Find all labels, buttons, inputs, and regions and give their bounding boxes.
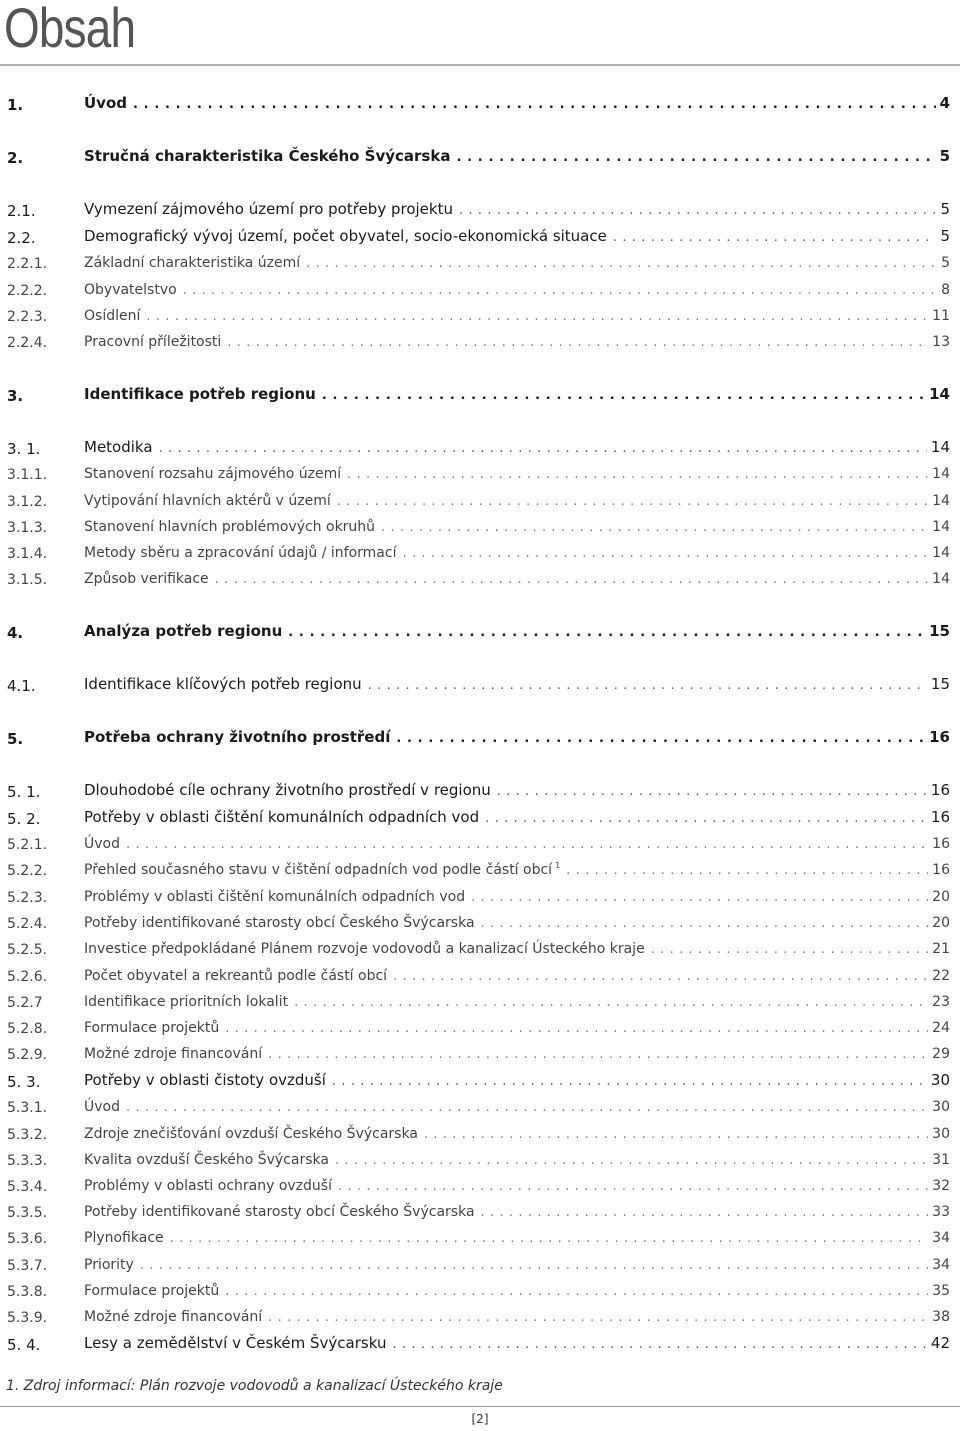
toc-entry[interactable]	[0, 1249, 960, 1275]
toc-entry-title-text: Stanovení rozsahu zájmového území	[84, 466, 342, 482]
toc-entry-page: 15	[929, 622, 950, 640]
toc-entry-number: 5.3.6.	[7, 1231, 48, 1247]
toc-entry-line	[84, 1282, 950, 1301]
toc-entry[interactable]	[0, 1328, 960, 1354]
footer-divider	[0, 1406, 960, 1407]
toc-entry-title	[84, 254, 306, 272]
toc-entry-title	[84, 281, 183, 299]
toc-entry-number: 5.3.7.	[7, 1258, 48, 1274]
dot-leader	[392, 1336, 926, 1354]
toc-entry-title	[84, 333, 227, 351]
toc-entry-title	[84, 1308, 268, 1326]
toc-entry-line	[84, 967, 950, 986]
toc-entry-title	[84, 200, 459, 218]
toc-entry-title	[84, 147, 456, 165]
toc-entry-page: 24	[932, 1020, 950, 1036]
toc-entry-line	[84, 808, 950, 828]
toc-entry-number: 3.	[7, 387, 24, 405]
toc-entry-title-text: Investice předpokládané Plánem rozvoje vodovodů a kanalizací Ústeckého kraje	[84, 941, 645, 957]
toc-entry-line	[84, 1177, 950, 1196]
dot-leader	[381, 519, 928, 537]
toc-entry-number: 5.2.5.	[7, 942, 48, 958]
toc-entry-title-text: Způsob verifikace	[84, 571, 209, 587]
toc-entry-number: 5.3.3.	[7, 1153, 48, 1169]
toc-entry-number: 2.2.	[7, 229, 36, 247]
toc-entry[interactable]	[0, 247, 960, 273]
toc-entry[interactable]	[0, 1222, 960, 1248]
toc-entry-title	[84, 728, 396, 746]
toc-entry-title	[84, 1045, 268, 1063]
toc-entry-number: 5.2.1.	[7, 837, 48, 853]
toc-entry-page: 4	[939, 94, 950, 112]
toc-entry-title	[84, 94, 133, 112]
toc-entry-line	[84, 1203, 950, 1222]
toc-entry-page: 31	[932, 1152, 950, 1168]
toc-entry-number: 5.2.7	[7, 995, 43, 1011]
toc-entry-title	[84, 1256, 140, 1274]
toc-entry[interactable]	[0, 669, 960, 695]
toc-entry-page: 5	[940, 200, 950, 218]
toc-entry-number: 5.2.2.	[7, 863, 48, 879]
toc-entry[interactable]	[0, 141, 960, 167]
dot-leader	[133, 96, 936, 114]
toc-entry-line	[84, 465, 950, 484]
toc-entry-number: 5. 3.	[7, 1073, 41, 1091]
toc-entry-title-text: Potřeby v oblasti čištění komunálních odpadních vod	[84, 808, 480, 826]
page-title: Obsah	[4, 0, 136, 59]
toc-entry-page: 14	[930, 438, 950, 456]
toc-entry-title	[84, 1282, 225, 1300]
dot-leader	[497, 783, 927, 801]
toc-entry[interactable]	[0, 616, 960, 642]
toc-entry[interactable]	[0, 1118, 960, 1144]
toc-entry[interactable]	[0, 1038, 960, 1064]
toc-entry-line	[84, 1071, 950, 1091]
dot-leader	[306, 255, 937, 273]
toc-entry[interactable]	[0, 537, 960, 563]
toc-entry-title	[84, 1334, 392, 1352]
dot-leader	[393, 968, 928, 986]
toc-entry-title-text: Potřeby v oblasti čistoty ovzduší	[84, 1071, 326, 1089]
toc-entry-line	[84, 835, 950, 854]
toc-entry-line	[84, 1019, 950, 1038]
dot-leader	[268, 1309, 928, 1327]
toc-entry-page: 14	[932, 545, 950, 561]
toc-entry-page: 16	[930, 808, 950, 826]
toc-entry-page: 35	[932, 1283, 950, 1299]
toc-entry-page: 30	[932, 1099, 950, 1115]
dot-leader	[459, 202, 936, 220]
toc-entry-page: 33	[932, 1204, 950, 1220]
toc-entry-page: 14	[932, 493, 950, 509]
toc-entry-title-text: Formulace projektů	[84, 1020, 220, 1036]
page-number: [2]	[471, 1412, 489, 1426]
toc-entry[interactable]	[0, 1196, 960, 1222]
toc-entry-page: 29	[932, 1046, 950, 1062]
toc-entry[interactable]	[0, 802, 960, 828]
dot-leader	[471, 889, 928, 907]
toc-entry-line	[84, 570, 950, 589]
toc-entry-page: 42	[930, 1334, 950, 1352]
toc-entry[interactable]	[0, 960, 960, 986]
toc-entry-page: 34	[932, 1230, 950, 1246]
toc-entry-title	[84, 1071, 332, 1089]
toc-entry-title	[84, 307, 146, 325]
toc-entry-number: 2.1.	[7, 202, 36, 220]
toc-entry-title	[84, 518, 381, 536]
toc-entry-number: 5.2.6.	[7, 969, 48, 985]
toc-entry-title	[84, 1019, 225, 1037]
toc-entry-page: 14	[929, 385, 950, 403]
toc-entry[interactable]	[0, 194, 960, 220]
toc-entry-line	[84, 227, 950, 247]
toc-entry-line	[84, 888, 950, 907]
toc-entry[interactable]	[0, 1301, 960, 1327]
toc-entry-line	[84, 1308, 950, 1327]
toc-entry-page: 14	[932, 519, 950, 535]
toc-entry-title	[84, 967, 393, 985]
toc-entry-line	[84, 1151, 950, 1170]
toc-entry[interactable]	[0, 933, 960, 959]
toc-entry-title-text: Problémy v oblasti ochrany ovzduší	[84, 1178, 332, 1194]
toc-entry[interactable]	[0, 854, 960, 880]
toc-entry-number: 3.1.4.	[7, 546, 48, 562]
toc-entry-title-text: Metody sběru a zpracování údajů / informací	[84, 545, 397, 561]
toc-entry-page: 21	[932, 941, 950, 957]
toc-entry-line	[84, 200, 950, 220]
toc-entry-page: 16	[932, 836, 950, 852]
toc-entry-line	[84, 675, 950, 695]
toc-entry[interactable]	[0, 274, 960, 300]
toc-entry-line	[84, 492, 950, 511]
toc-entry[interactable]	[0, 379, 960, 405]
toc-entry-title	[84, 675, 368, 693]
toc-entry-title-text: Plynofikace	[84, 1230, 164, 1246]
toc-entry-line	[84, 333, 950, 352]
dot-leader	[347, 466, 928, 484]
toc-entry-line	[84, 385, 950, 405]
toc-entry[interactable]	[0, 828, 960, 854]
toc-entry-number: 5.3.5.	[7, 1205, 48, 1221]
toc-entry-title-text: Vymezení zájmového území pro potřeby projektu	[84, 200, 453, 218]
toc-entry-title	[84, 1203, 481, 1221]
dot-leader	[456, 149, 935, 167]
toc-entry-number: 5. 4.	[7, 1336, 41, 1354]
toc-entry-page: 32	[932, 1178, 950, 1194]
toc-entry-title	[84, 808, 485, 826]
dot-leader	[170, 1230, 929, 1248]
dot-leader	[146, 308, 928, 326]
toc-entry-title-text: Stanovení hlavních problémových okruhů	[84, 519, 376, 535]
toc-entry-title	[84, 835, 126, 853]
footnote-reference: 1	[555, 861, 561, 870]
toc-entry[interactable]	[0, 1065, 960, 1091]
toc-entry-number: 5.3.9.	[7, 1310, 48, 1326]
toc-entry-title-text: Obyvatelstvo	[84, 282, 177, 298]
toc-entry-title-text: Identifikace klíčových potřeb regionu	[84, 675, 362, 693]
toc-entry[interactable]	[0, 221, 960, 247]
toc-entry-title	[84, 1177, 338, 1195]
toc-entry-title	[84, 940, 651, 958]
toc-entry[interactable]	[0, 432, 960, 458]
toc-entry-page: 14	[932, 466, 950, 482]
toc-entry-page: 11	[932, 308, 950, 324]
toc-entry-title	[84, 1229, 170, 1247]
toc-entry-title	[84, 622, 288, 640]
dot-leader	[402, 545, 928, 563]
dot-leader	[322, 387, 925, 405]
toc-entry-line	[84, 1125, 950, 1144]
toc-entry-number: 5.2.9.	[7, 1047, 48, 1063]
dot-leader	[126, 836, 928, 854]
toc-entry[interactable]	[0, 1170, 960, 1196]
toc-entry-page: 15	[930, 675, 950, 693]
dot-leader	[485, 810, 927, 828]
toc-entry-page: 23	[932, 994, 950, 1010]
toc-entry-title-text: Lesy a zemědělství v Českém Švýcarsku	[84, 1334, 387, 1352]
dot-leader	[126, 1099, 928, 1117]
toc-entry-page: 8	[941, 282, 950, 298]
toc-entry-number: 2.	[7, 149, 24, 167]
toc-entry-title	[84, 438, 159, 456]
dot-leader	[225, 1283, 928, 1301]
toc-entry-page: 5	[940, 227, 950, 245]
toc-entry[interactable]	[0, 986, 960, 1012]
toc-entry-line	[84, 1229, 950, 1248]
toc-entry-line	[84, 438, 950, 458]
dot-leader	[288, 624, 925, 642]
toc-entry-number: 3.1.3.	[7, 520, 48, 536]
toc-entry-number: 5.3.2.	[7, 1127, 48, 1143]
toc-entry-title	[84, 781, 497, 799]
toc-entry[interactable]	[0, 88, 960, 114]
toc-entry-title-text: Stručná charakteristika Českého Švýcarska	[84, 147, 451, 165]
toc-entry-line	[84, 914, 950, 933]
toc-entry-title-text: Kvalita ovzduší Českého Švýcarska	[84, 1152, 329, 1168]
toc-entry-number: 5. 1.	[7, 783, 41, 801]
toc-entry-line	[84, 1098, 950, 1117]
dot-leader	[227, 334, 928, 352]
dot-leader	[651, 941, 928, 959]
toc-entry-title	[84, 888, 471, 906]
toc-entry-line	[84, 940, 950, 959]
toc-entry-line	[84, 147, 950, 167]
toc-entry-page: 30	[932, 1126, 950, 1142]
toc-entry-line	[84, 1256, 950, 1275]
dot-leader	[215, 571, 929, 589]
toc-entry-title-text: Formulace projektů	[84, 1283, 220, 1299]
toc-entry-line	[84, 728, 950, 748]
toc-entry-number: 3.1.2.	[7, 494, 48, 510]
toc-entry-number: 5. 2.	[7, 810, 41, 828]
dot-leader	[225, 1020, 928, 1038]
toc-entry[interactable]	[0, 1012, 960, 1038]
toc-entry-title	[84, 570, 215, 588]
toc-entry-title	[84, 857, 566, 879]
toc-entry-line	[84, 307, 950, 326]
toc-entry-number: 2.2.2.	[7, 283, 48, 299]
toc-entry-number: 5.2.3.	[7, 890, 48, 906]
toc-entry-title-text: Počet obyvatel a rekreantů podle částí obcí	[84, 968, 388, 984]
toc-entry-title-text: Přehled současného stavu v čištění odpadních vod podle částí obcí	[84, 862, 553, 878]
toc-entry-number: 5.3.8.	[7, 1284, 48, 1300]
toc-entry[interactable]	[0, 1144, 960, 1170]
toc-entry-title-text: Identifikace prioritních lokalit	[84, 994, 289, 1010]
toc-entry-title	[84, 1151, 335, 1169]
toc-entry-title-text: Osídlení	[84, 308, 141, 324]
toc-entry-number: 5.3.4.	[7, 1179, 48, 1195]
dot-leader	[613, 229, 937, 247]
toc-entry-number: 2.2.1.	[7, 256, 48, 272]
toc-entry-title	[84, 914, 481, 932]
toc-entry-title-text: Analýza potřeb regionu	[84, 622, 283, 640]
toc-entry[interactable]	[0, 722, 960, 748]
toc-entry-page: 38	[932, 1309, 950, 1325]
toc-entry-line	[84, 544, 950, 563]
toc-entry-title-text: Identifikace potřeb regionu	[84, 385, 316, 403]
toc-entry-page: 22	[932, 968, 950, 984]
toc-entry-title-text: Možné zdroje financování	[84, 1046, 263, 1062]
toc-entry-line	[84, 281, 950, 300]
toc-entry-page: 16	[929, 728, 950, 746]
dot-leader	[424, 1126, 928, 1144]
toc-entry-page: 16	[932, 862, 950, 878]
toc-entry[interactable]	[0, 485, 960, 511]
toc-entry-title	[84, 993, 294, 1011]
toc-entry-title-text: Vytipování hlavních aktérů v území	[84, 493, 331, 509]
toc-entry-title-text: Základní charakteristika území	[84, 255, 301, 271]
toc-entry-title-text: Potřeby identifikované starosty obcí Českého Švýcarska	[84, 915, 475, 931]
dot-leader	[337, 493, 928, 511]
toc-entry-line	[84, 254, 950, 273]
toc-entry-title	[84, 492, 337, 510]
toc-entry[interactable]	[0, 1275, 960, 1301]
dot-leader	[294, 994, 928, 1012]
toc-entry-title-text: Úvod	[84, 836, 120, 852]
toc-entry-page: 16	[930, 781, 950, 799]
toc-entry-title	[84, 544, 402, 562]
footnote: 1. Zdroj informací: Plán rozvoje vodovodů a kanalizací Ústeckého kraje	[6, 1378, 503, 1394]
dot-leader	[183, 282, 937, 300]
title-divider	[0, 64, 960, 66]
toc-entry-line	[84, 857, 950, 880]
toc-entry-number: 4.1.	[7, 677, 36, 695]
dot-leader	[335, 1152, 928, 1170]
dot-leader	[368, 677, 927, 695]
toc-entry[interactable]	[0, 563, 960, 589]
dot-leader	[396, 730, 925, 748]
toc-entry-title-text: Potřeba ochrany životního prostředí	[84, 728, 391, 746]
toc-entry-page: 5	[939, 147, 950, 165]
toc-entry[interactable]	[0, 511, 960, 537]
toc-entry-number: 3.1.1.	[7, 467, 48, 483]
toc-entry-title-text: Metodika	[84, 438, 153, 456]
toc-entry-number: 5.3.1.	[7, 1100, 48, 1116]
dot-leader	[481, 915, 929, 933]
toc-entry-title	[84, 385, 322, 403]
dot-leader	[268, 1046, 928, 1064]
toc-entry-title-text: Demografický vývoj území, počet obyvatel, socio-ekonomická situace	[84, 227, 607, 245]
toc-entry[interactable]	[0, 1091, 960, 1117]
toc-entry-line	[84, 518, 950, 537]
toc-entry-number: 2.2.3.	[7, 309, 48, 325]
toc-entry-title-text: Priority	[84, 1257, 134, 1273]
toc-entry-number: 1.	[7, 96, 24, 114]
dot-leader	[481, 1204, 929, 1222]
toc-entry-title	[84, 465, 347, 483]
toc-entry-title-text: Dlouhodobé cíle ochrany životního prostředí v regionu	[84, 781, 491, 799]
toc-entry-line	[84, 781, 950, 801]
toc-entry[interactable]	[0, 300, 960, 326]
toc-entry-number: 3.1.5.	[7, 572, 48, 588]
dot-leader	[566, 862, 928, 880]
toc-entry-number: 4.	[7, 624, 24, 642]
toc-entry-title	[84, 227, 613, 245]
toc-entry-title	[84, 1098, 126, 1116]
toc-entry[interactable]	[0, 458, 960, 484]
toc-entry-line	[84, 1045, 950, 1064]
toc-entry-page: 20	[932, 915, 950, 931]
toc-entry[interactable]	[0, 775, 960, 801]
dot-leader	[332, 1073, 927, 1091]
toc-entry-page: 13	[932, 334, 950, 350]
toc-entry-line	[84, 94, 950, 114]
toc-entry-number: 5.2.4.	[7, 916, 48, 932]
toc-entry-number: 2.2.4.	[7, 335, 48, 351]
toc-entry[interactable]	[0, 881, 960, 907]
toc-entry-page: 20	[932, 889, 950, 905]
toc-entry-line	[84, 622, 950, 642]
dot-leader	[159, 440, 927, 458]
toc-entry-page: 5	[941, 255, 950, 271]
toc-entry[interactable]	[0, 907, 960, 933]
toc-entry-title	[84, 1125, 424, 1143]
toc-entry-number: 5.	[7, 730, 24, 748]
toc-entry-title-text: Problémy v oblasti čištění komunálních odpadních vod	[84, 889, 466, 905]
toc-entry-number: 3. 1.	[7, 440, 41, 458]
toc-entry-page: 14	[932, 571, 950, 587]
toc-entry-page: 30	[930, 1071, 950, 1089]
toc-entry-line	[84, 1334, 950, 1354]
toc-entry-title-text: Úvod	[84, 1099, 120, 1115]
toc-entry-line	[84, 993, 950, 1012]
toc-entry-title-text: Zdroje znečišťování ovzduší Českého Švýcarska	[84, 1126, 418, 1142]
toc-entry-title-text: Úvod	[84, 94, 128, 112]
toc-entry-title-text: Možné zdroje financování	[84, 1309, 263, 1325]
toc-entry-title-text: Potřeby identifikované starosty obcí Českého Švýcarska	[84, 1204, 475, 1220]
toc-entry-title-text: Pracovní příležitosti	[84, 334, 222, 350]
toc-entry-page: 34	[932, 1257, 950, 1273]
toc-entry[interactable]	[0, 326, 960, 352]
dot-leader	[338, 1178, 928, 1196]
dot-leader	[140, 1257, 928, 1275]
toc-entry-number: 5.2.8.	[7, 1021, 48, 1037]
